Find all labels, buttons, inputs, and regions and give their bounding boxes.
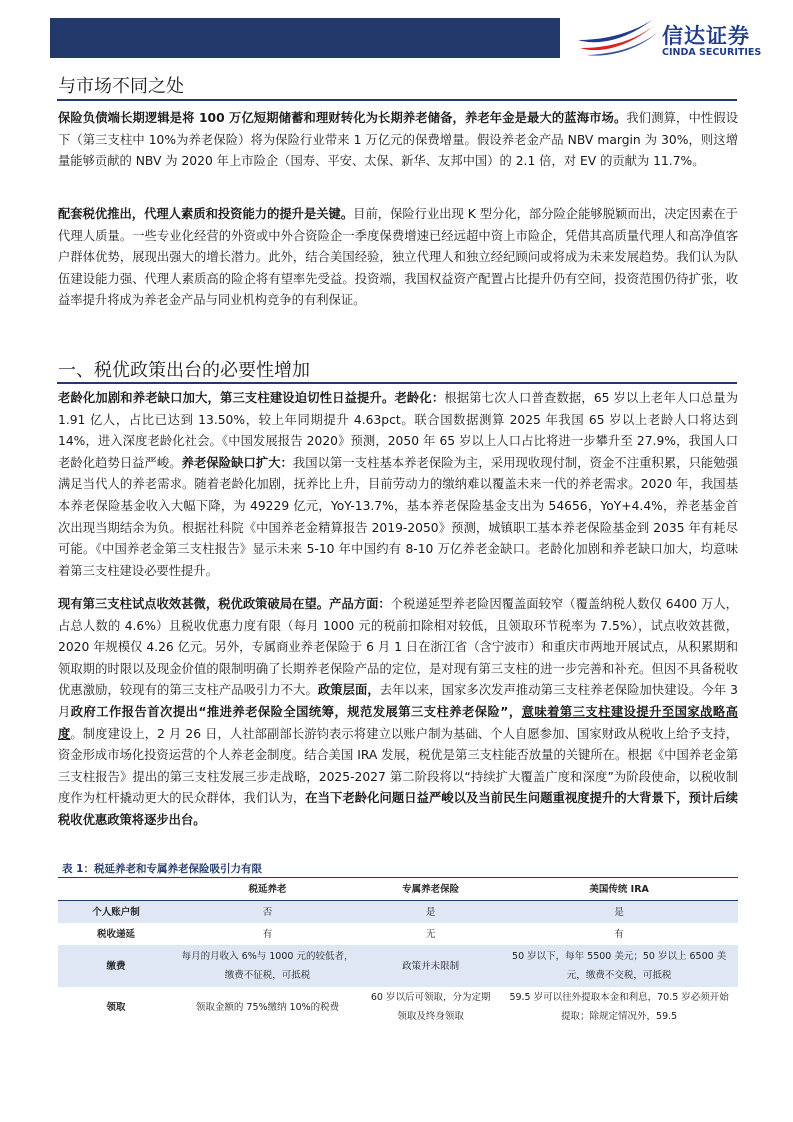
table-header-cell: 专属养老保险 xyxy=(361,878,500,901)
paragraph-bold-lead: 老龄化加剧和养老缺口加大，第三支柱建设迫切性日益提升。老龄化： xyxy=(58,391,445,405)
table-cell: 59.5 岁可以往外提取本金和利息，70.5 岁必须开始提取；除规定情况外，59.5 xyxy=(509,992,729,1022)
table-title: 表 1：税延养老和专属养老保险吸引力有限 xyxy=(62,863,262,875)
table-cell: 有 xyxy=(262,928,273,940)
table-header-row xyxy=(58,878,738,901)
table-cell: 无 xyxy=(425,928,436,940)
table-row-label: 税收递延 xyxy=(96,928,135,940)
table-cell: 是 xyxy=(425,906,436,918)
table-cell: 领取金额的 75%缴纳 10%的税费 xyxy=(195,1001,340,1013)
header-bar xyxy=(50,18,560,58)
table-cell: 60 岁以后可领取，分为定期领取及终身领取 xyxy=(370,992,491,1022)
table-cell: 政策并未限制 xyxy=(402,960,460,972)
paragraph-bold-inline: 养老保险缺口扩大： xyxy=(181,455,293,470)
table-cell: 50 岁以下，每年 5500 美元；50 岁以上 6500 美元，缴费不交税，可抵税 xyxy=(512,951,727,981)
paragraph-text: 个税递延型养老险因覆盖面较窄（覆盖纳税人数仅 6400 万人，占总人数的 4.6%）且税收优惠力度有限（每月 1000 元的税前扣除相对较低，且领取环节税率为 7.5%），试点收效甚微，2020 年规模仅 4.26 亿元。另外，专属商业养老保险于 6 月 1 日在浙江省（含宁波市）和重庆市两地开展试点，从积累期和领取期的时限以及现金价值的限制明确了长期养老保险产品的定位，是对现有第三支柱的进一步完善和补充。但因不具备税收优惠激励，较现有的第三支柱产品吸引力不大。 xyxy=(58,597,738,698)
brand-name-cn: 信达证券 xyxy=(662,24,750,48)
table-row xyxy=(58,901,738,924)
table-row xyxy=(58,987,738,1027)
paragraph-text: 去年以来，国家多次发声推动第三支柱养老保险加快建设。今年 3 月 xyxy=(58,683,738,719)
paragraph-bold-conclusion: 在当下老龄化问题日益严峻以及当前民生问题重视度提升的大背景下，预计后续税收优惠政策将逐步出台。 xyxy=(58,791,738,827)
section-heading-differences: 与市场不同之处 xyxy=(58,76,184,97)
paragraph-bold-lead: 现有第三支柱试点收效甚微，税优政策破局在望。产品方面： xyxy=(58,597,391,611)
brand-logo xyxy=(576,14,776,62)
paragraph-bold-lead: 保险负债端长期逻辑是将 100 万亿短期储蓄和理财转化为长期养老储备，养老年金是最大的蓝海市场。 xyxy=(58,111,627,125)
table-header-cell: 美国传统 IRA xyxy=(500,878,738,901)
paragraph-text: 我们测算，中性假设下（第三支柱中 10%为养老保险）将为保险行业带来 1 万亿元的保费增量。假设养老金产品 NBV margin 为 30%，则这增量能够贡献的 NBV 为 2020 年上市险企（国寿、平安、太保、新华、友邦中国）的 2.1 倍，对 EV 的贡献为 11.7%。 xyxy=(58,111,738,169)
paragraph-text: 根据第七次人口普查数据，65 岁以上老年人口总量为 1.91 亿人，占比已达到 13.50%，较上年同期提升 4.63pct。联合国数据测算 2025 年我国 65 岁以上老龄人口将达到 14%，进入深度老龄化社会。《中国发展报告 2020》预测，2050 年 65 岁以上人口占比将进一步攀升至 27.9%，我国人口老龄化趋势日益严峻。 xyxy=(58,391,738,470)
paragraph-text: 我国以第一支柱基本养老保险为主，采用现收现付制，资金不注重积累，只能勉强满足当代人的养老需求。随着老龄化加剧，抚养比上升，目前劳动力的缴纳难以覆盖未来一代的养老需求。2020 年，我国基本养老保险基金收入大幅下降，为 49229 亿元，YoY-13.7%，基本养老保险基金支出为 54656，YoY+4.4%，养老基金首次出现当期结余为负。根据社科院《中国养老金精算报告 2019-2050》预测，城镇职工基本养老保险基金到 2035 年有耗尽可能。《中国养老金第三支柱报告》显示未来 5-10 年中国约有 8-10 万亿养老金缺口。老龄化加剧和养老缺口加大，均意味着第三支柱建设必要性提升。 xyxy=(58,455,738,578)
table-cell: 否 xyxy=(262,906,273,918)
table-cell: 每月的月收入 6%与 1000 元的较低者，缴费不征税，可抵税 xyxy=(181,951,354,981)
paragraph-tax-support xyxy=(58,204,738,312)
paragraph-text: 目前，保险行业出现 K 型分化，部分险企能够脱颖而出，决定因素在于代理人质量。一些专业化经营的外资或中外合资险企一季度保费增速已经远超中资上市险企，凭借其高质量代理人和高净值客户群体优势，展现出强大的增长潜力。此外，结合美国经验，独立代理人和独立经纪顾问或将成为未来发展趋势。我们认为队伍建设能力强、代理人素质高的险企将有望率先受益。投资端，我国权益资产配置占比提升仍有空间，投资范围仍待扩张，收益率提升将成为养老金产品与同业机构竞争的有利保证。 xyxy=(58,207,738,308)
table-row xyxy=(58,945,738,987)
logo-swoosh-icon xyxy=(576,18,660,58)
table-row xyxy=(58,923,738,945)
heading-rule xyxy=(57,382,737,384)
brand-name-en: CINDA SECURITIES xyxy=(662,47,762,58)
paragraph-bold-inline: 政府工作报告首次提出“推进养老保险全国统筹，规范发展第三支柱养老保险”， xyxy=(70,704,522,719)
paragraph-bold-underline: 意味着第三支柱建设提升至国家战略高度 xyxy=(58,704,738,741)
table-row-label: 缴费 xyxy=(106,960,126,972)
table-row-label: 领取 xyxy=(106,1001,126,1013)
paragraph-aging xyxy=(58,388,738,582)
section-heading-tax-policy: 一、税优政策出台的必要性增加 xyxy=(58,360,310,381)
table-cell: 是 xyxy=(614,906,624,918)
table-row-label: 个人账户制 xyxy=(92,906,140,918)
paragraph-bold-lead: 配套税优推出，代理人素质和投资能力的提升是关键。 xyxy=(58,207,354,221)
comparison-table xyxy=(58,877,738,1027)
paragraph-bold-inline: 政策层面， xyxy=(317,683,380,698)
heading-rule xyxy=(57,99,737,101)
paragraph-liability-logic xyxy=(58,108,738,173)
table-header-cell xyxy=(58,878,174,901)
table-header-cell: 税延养老 xyxy=(174,878,361,901)
table-cell: 有 xyxy=(614,928,624,940)
paragraph-text: 。制度建设上，2 月 26 日，人社部副部长游钧表示将建立以账户制为基础、个人自愿参加、国家财政从税收上给予支持，资金形成市场化投资运营的个人养老金制度。结合美国 IRA 发展，税优是第三支柱能否放量的关键所在。根据《中国养老金第三支柱报告》提出的第三支柱发展三步走战略，2025-2027 第二阶段将以“持续扩大覆盖广度和深度”为阶段使命，以税收制度作为杠杆撬动更大的民众群体，我们认为， xyxy=(58,726,738,806)
paragraph-third-pillar xyxy=(58,594,738,832)
